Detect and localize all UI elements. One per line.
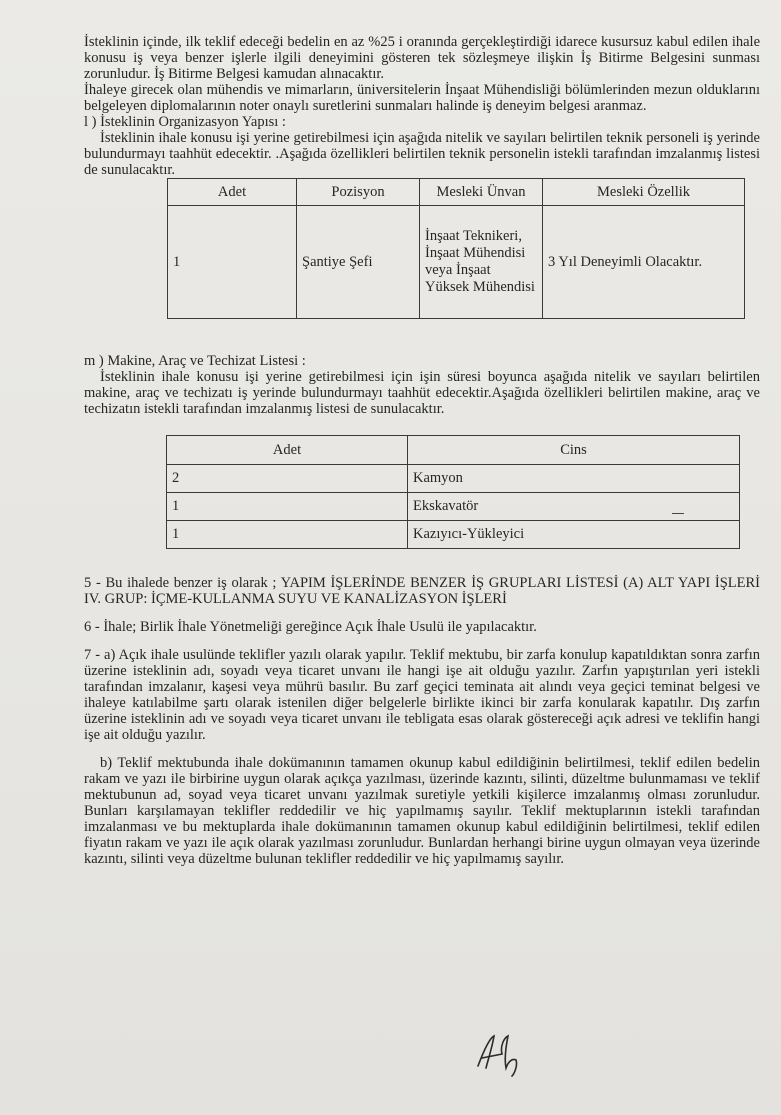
margin-dash-mark — [672, 513, 684, 514]
cell-adet: 1 — [167, 493, 408, 521]
personnel-table — [167, 178, 745, 319]
header-mesleki-unvan: Mesleki Ünvan — [420, 179, 543, 206]
section-m-heading: m ) Makine, Araç ve Techizat Listesi : — [84, 353, 306, 369]
cell-cins: Kamyon — [408, 465, 740, 493]
cell-adet: 2 — [167, 465, 408, 493]
header-mesleki-ozellik: Mesleki Özellik — [543, 179, 745, 206]
signature-mark — [472, 1028, 532, 1078]
cell-mesleki-ozellik: 3 Yıl Deneyimli Olacaktır. — [543, 206, 745, 319]
equipment-table-header — [167, 436, 740, 465]
diploma-paragraph: İhaleye girecek olan mühendis ve mimarların, üniversitelerin İnşaat Mühendisliği bölümlerinden mezun olduklarını belgeleyen diplomalarının noter onaylı suretlerini sunmaları halinde iş deneyim belgesi aranmaz. — [84, 82, 760, 114]
personnel-table-header — [168, 179, 745, 206]
experience-paragraph: İsteklinin içinde, ilk teklif edeceği bedelin en az %25 i oranında gerçekleştirdiği idarece kusursuz kabul edilen ihale konusu iş veya benzer işlerle ilgili deneyimini gösteren tek sözleşmeye ilişkin İş Bitirme Belgesini sunması zorunludur. İş Bitirme Belgesi kamudan alınacaktır. — [84, 34, 760, 82]
section-l-text: İsteklinin ihale konusu işi yerine getirebilmesi için aşağıda nitelik ve sayıları belirtilen teknik personeli iş yerinde bulundurmayı taahhüt edecektir. .Aşağıda özellikleri belirtilen teknik personelin istekli tarafından imzalanmış listesi de sunulacaktır. — [84, 130, 760, 178]
table-row — [167, 493, 740, 521]
cell-cins: Ekskavatör — [408, 493, 740, 521]
header-adet: Adet — [168, 179, 297, 206]
table-row — [167, 521, 740, 549]
table-row — [167, 465, 740, 493]
tender-method-paragraph: 6 - İhale; Birlik İhale Yönetmeliği gereğince Açık İhale Usulü ile yapılacaktır. — [84, 619, 537, 635]
cell-adet: 1 — [167, 521, 408, 549]
cell-adet: 1 — [168, 206, 297, 319]
offer-rules-b-paragraph: b) Teklif mektubunda ihale dokümanının tamamen okunup kabul edildiğinin belirtilmesi, teklif edilen bedelin rakam ve yazı ile birbirine uygun olarak açıkça yazılması, üzerinde kazıntı, silinti, düzeltme bulunmaması ve teklif mektubunun ad, soyad veya ticaret unvanı yazılmak suretiyle yetkili kişilerce imzalanmış olması zorunludur. Bunları karşılamayan teklifler reddedilir ve hiç yapılmamış sayılır. Teklif mektuplarının istekli tarafından imzalanması ve bu mektuplarda ihale dokümanının tamamen okunup kabul edildiğinin belirtilmesi, teklif edilen fiyatın rakam ve yazı ile açık olarak yazılması zorunludur. Bunlardan herhangi birine uygun olmayan veya üzerinde kazıntı, silinti veya düzeltme bulunan teklifler reddedilir ve hiç yapılmamış sayılır. — [84, 755, 760, 867]
table-row — [168, 206, 745, 319]
cell-mesleki-unvan: İnşaat Teknikeri, İnşaat Mühendisi veya İnşaat Yüksek Mühendisi — [420, 206, 543, 319]
similar-work-paragraph: 5 - Bu ihalede benzer iş olarak ; YAPIM İŞLERİNDE BENZER İŞ GRUPLARI LİSTESİ (A) ALT YAPI İŞLERİ IV. GRUP: İÇME-KULLANMA SUYU VE KANALİZASYON İŞLERİ — [84, 575, 760, 607]
header-cins: Cins — [408, 436, 740, 465]
section-m-text: İsteklinin ihale konusu işi yerine getirebilmesi için işin süresi boyunca aşağıda nitelik ve sayıları belirtilen makine, araç ve techizatı iş yerinde bulundurmayı taahhüt edecektir.Aşağıda özellikleri belirtilen makine, araç ve techizatın istekli tarafından imzalanmış listesi de sunulacaktır. — [84, 369, 760, 417]
cell-pozisyon: Şantiye Şefi — [297, 206, 420, 319]
header-pozisyon: Pozisyon — [297, 179, 420, 206]
document-body — [84, 34, 760, 867]
equipment-table — [166, 435, 740, 549]
cell-cins: Kazıyıcı-Yükleyici — [408, 521, 740, 549]
offer-rules-a-paragraph: 7 - a) Açık ihale usulünde teklifler yazılı olarak yapılır. Teklif mektubu, bir zarfa konulup kapatıldıktan sonra zarfın üzerine isteklinin adı, soyadı veya ticaret unvanı ile hangi işe ait olduğu yazılır. Zarfın yapıştırılan yeri istekli tarafından imzalanır, kaşesi veya mührü basılır. Bu zarf geçici teminata ait alındı veya geçici teminat belgesi ve ihaleye katılabilme şartı olarak istenilen diğer belgelerle birlikte ikinci bir zarfa konularak kapatılır. Dış zarfın üzerine isteklinin adı ve soyadı veya ticaret unvanı ile tebligata esas olarak göstereceği açık adresi ve teklifin hangi işe ait olduğu yazılır. — [84, 647, 760, 743]
header-adet: Adet — [167, 436, 408, 465]
section-l-heading: l ) İsteklinin Organizasyon Yapısı : — [84, 114, 286, 130]
